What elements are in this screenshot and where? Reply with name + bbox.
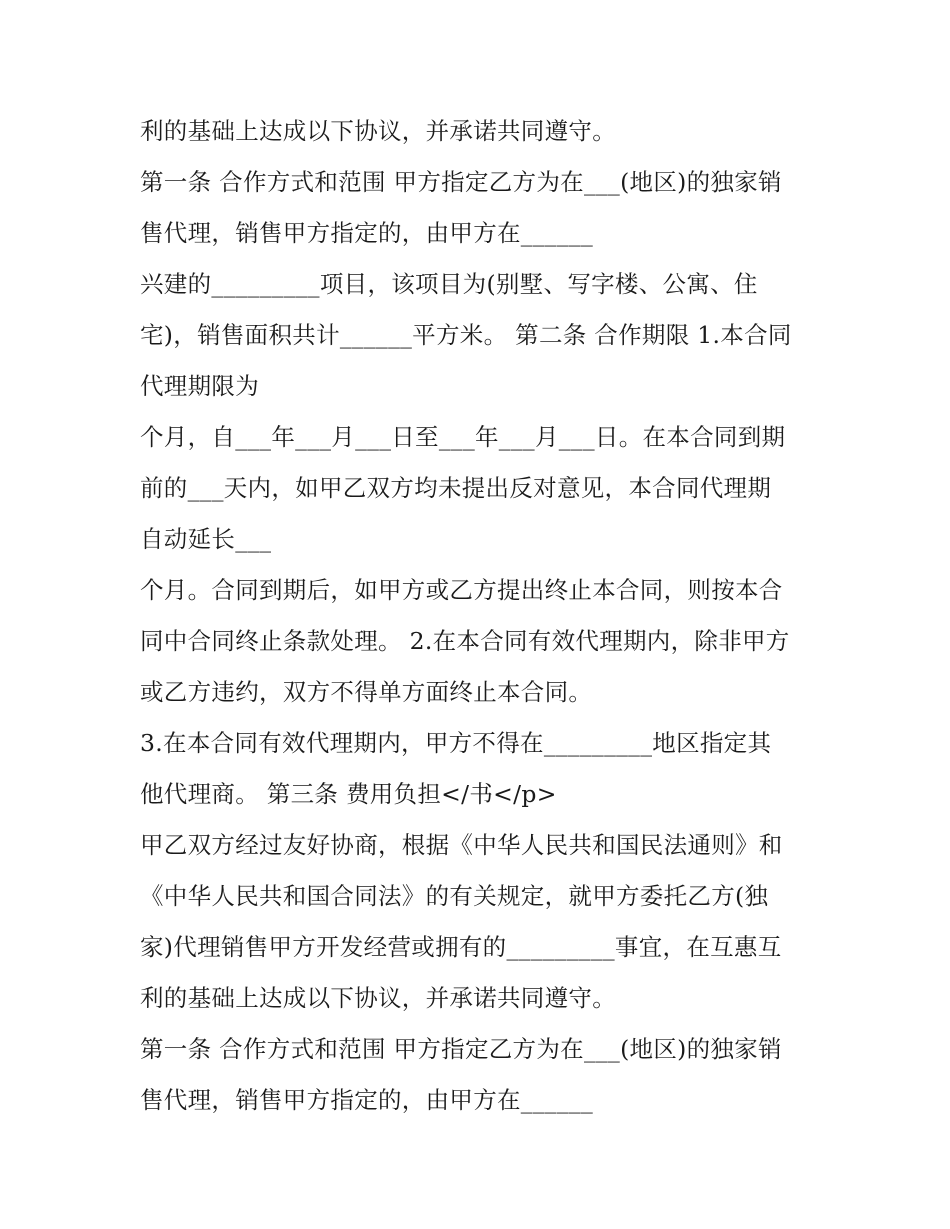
text-line-20: 售代理，销售甲方指定的，由甲方在______ — [140, 1086, 594, 1114]
text-line-8: 前的___天内，如甲乙双方均未提出反对意见，本合同代理期 — [140, 474, 772, 502]
text-line-7: 个月，自___年___月___日至___年___月___日。在本合同到期 — [140, 423, 786, 451]
text-line-11: 同中合同终止条款处理。 2.在本合同有效代理期内，除非甲方 — [140, 627, 790, 655]
text-line-13: 3.在本合同有效代理期内，甲方不得在_________地区指定其 — [140, 729, 772, 757]
text-line-12: 或乙方违约，双方不得单方面终止本合同。 — [140, 678, 593, 706]
contract-text-block — [140, 106, 830, 1126]
text-line-15: 甲乙双方经过友好协商，根据《中华人民共和国民法通则》和 — [140, 831, 783, 859]
text-line-4: 兴建的_________项目，该项目为(别墅、写字楼、公寓、住 — [140, 270, 758, 298]
text-line-3: 售代理，销售甲方指定的，由甲方在______ — [140, 219, 594, 247]
text-line-14: 他代理商。 第三条 费用负担</书</p> — [140, 780, 557, 808]
text-line-1: 利的基础上达成以下协议，并承诺共同遵守。 — [140, 117, 616, 145]
text-line-16: 《中华人民共和国合同法》的有关规定，就甲方委托乙方(独 — [140, 882, 769, 910]
text-line-2: 第一条 合作方式和范围 甲方指定乙方为在___(地区)的独家销 — [140, 168, 782, 196]
text-line-5: 宅)，销售面积共计______平方米。 第二条 合作期限 1.本合同 — [140, 321, 792, 349]
text-line-9: 自动延长___ — [140, 525, 272, 553]
text-line-10: 个月。合同到期后，如甲方或乙方提出终止本合同，则按本合 — [140, 576, 783, 604]
text-line-6: 代理期限为 — [140, 372, 259, 400]
text-line-19: 第一条 合作方式和范围 甲方指定乙方为在___(地区)的独家销 — [140, 1035, 782, 1063]
text-line-18: 利的基础上达成以下协议，并承诺共同遵守。 — [140, 984, 616, 1012]
text-line-17: 家)代理销售甲方开发经营或拥有的_________事宜，在互惠互 — [140, 933, 782, 961]
